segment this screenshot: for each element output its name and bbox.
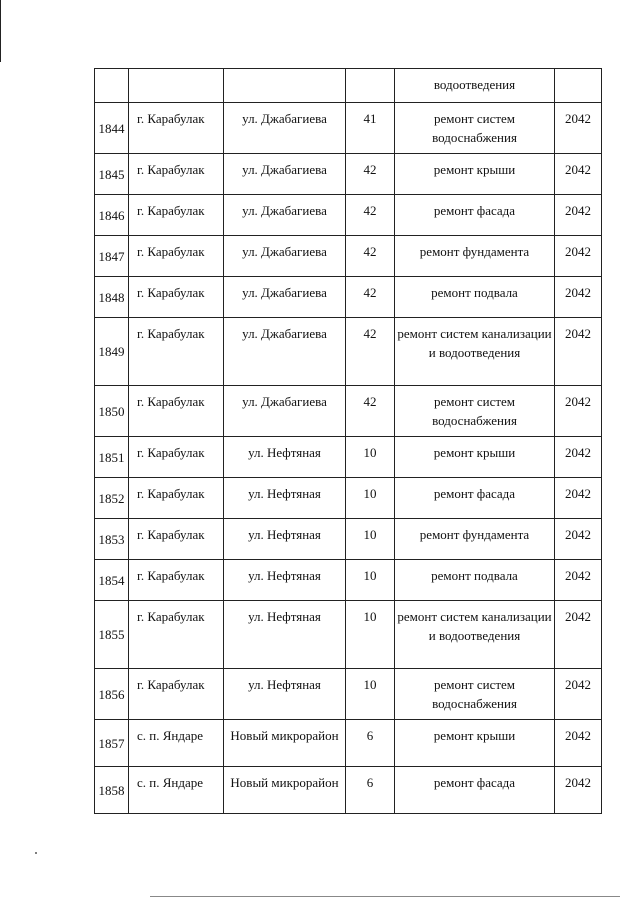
work-type-cell: ремонт крыши	[395, 720, 555, 767]
year-cell: 2042	[555, 437, 602, 478]
house-number-cell: 42	[346, 318, 395, 386]
house-number-cell: 42	[346, 277, 395, 318]
table-row	[95, 478, 602, 519]
row-number-cell: 1845	[95, 154, 129, 195]
street-cell: ул. Джабагиева	[224, 236, 346, 277]
year-cell: 2042	[555, 195, 602, 236]
row-number-cell: 1849	[95, 318, 129, 386]
table-row	[95, 318, 602, 386]
work-type-cell: ремонт подвала	[395, 560, 555, 601]
year-cell	[555, 69, 602, 103]
row-number-cell: 1852	[95, 478, 129, 519]
settlement-cell: г. Карабулак	[129, 386, 224, 437]
work-type-cell: ремонт фундамента	[395, 236, 555, 277]
house-number-cell: 10	[346, 478, 395, 519]
work-type-cell: ремонт подвала	[395, 277, 555, 318]
house-number-cell: 6	[346, 767, 395, 814]
scan-edge-mark	[0, 0, 1, 62]
work-type-cell: ремонт систем канализации и водоотведения	[395, 318, 555, 386]
settlement-cell: г. Карабулак	[129, 437, 224, 478]
year-cell: 2042	[555, 236, 602, 277]
year-cell: 2042	[555, 277, 602, 318]
table-row	[95, 236, 602, 277]
year-cell: 2042	[555, 318, 602, 386]
street-cell: ул. Нефтяная	[224, 601, 346, 669]
table-row	[95, 195, 602, 236]
table-row	[95, 103, 602, 154]
row-number-cell: 1844	[95, 103, 129, 154]
settlement-cell: г. Карабулак	[129, 236, 224, 277]
street-cell: ул. Нефтяная	[224, 519, 346, 560]
settlement-cell: г. Карабулак	[129, 669, 224, 720]
table-row	[95, 437, 602, 478]
settlement-cell: г. Карабулак	[129, 601, 224, 669]
work-type-cell: ремонт систем водоснабжения	[395, 386, 555, 437]
settlement-cell: г. Карабулак	[129, 560, 224, 601]
work-type-cell: ремонт фасада	[395, 478, 555, 519]
street-cell: ул. Джабагиева	[224, 103, 346, 154]
settlement-cell: г. Карабулак	[129, 154, 224, 195]
table-row	[95, 767, 602, 814]
work-type-cell: ремонт фундамента	[395, 519, 555, 560]
street-cell: Новый микрорайон	[224, 767, 346, 814]
street-cell: ул. Джабагиева	[224, 195, 346, 236]
house-number-cell: 10	[346, 601, 395, 669]
registry-table	[94, 68, 602, 814]
row-number-cell: 1851	[95, 437, 129, 478]
row-number-cell: 1857	[95, 720, 129, 767]
registry-table-body	[95, 69, 602, 814]
street-cell: ул. Джабагиева	[224, 386, 346, 437]
year-cell: 2042	[555, 519, 602, 560]
house-number-cell: 41	[346, 103, 395, 154]
row-number-cell: 1855	[95, 601, 129, 669]
work-type-cell: водоотведения	[395, 69, 555, 103]
year-cell: 2042	[555, 103, 602, 154]
work-type-cell: ремонт фасада	[395, 767, 555, 814]
house-number-cell: 10	[346, 519, 395, 560]
work-type-cell: ремонт фасада	[395, 195, 555, 236]
street-cell: ул. Нефтяная	[224, 437, 346, 478]
year-cell: 2042	[555, 669, 602, 720]
settlement-cell: с. п. Яндаре	[129, 767, 224, 814]
street-cell: ул. Джабагиева	[224, 318, 346, 386]
row-number-cell: 1850	[95, 386, 129, 437]
scan-speck	[35, 852, 37, 854]
row-number-cell	[95, 69, 129, 103]
year-cell: 2042	[555, 601, 602, 669]
house-number-cell: 42	[346, 236, 395, 277]
street-cell	[224, 69, 346, 103]
row-number-cell: 1853	[95, 519, 129, 560]
settlement-cell: г. Карабулак	[129, 519, 224, 560]
house-number-cell: 42	[346, 195, 395, 236]
table-row	[95, 386, 602, 437]
year-cell: 2042	[555, 767, 602, 814]
settlement-cell: с. п. Яндаре	[129, 720, 224, 767]
table-row	[95, 519, 602, 560]
work-type-cell: ремонт систем канализации и водоотведения	[395, 601, 555, 669]
street-cell: ул. Джабагиева	[224, 277, 346, 318]
house-number-cell: 10	[346, 437, 395, 478]
row-number-cell: 1854	[95, 560, 129, 601]
row-number-cell: 1846	[95, 195, 129, 236]
row-number-cell: 1847	[95, 236, 129, 277]
settlement-cell: г. Карабулак	[129, 478, 224, 519]
row-number-cell: 1856	[95, 669, 129, 720]
street-cell: ул. Нефтяная	[224, 669, 346, 720]
settlement-cell	[129, 69, 224, 103]
settlement-cell: г. Карабулак	[129, 103, 224, 154]
work-type-cell: ремонт систем водоснабжения	[395, 103, 555, 154]
house-number-cell: 6	[346, 720, 395, 767]
house-number-cell: 10	[346, 669, 395, 720]
table-row	[95, 669, 602, 720]
table-row	[95, 277, 602, 318]
house-number-cell: 10	[346, 560, 395, 601]
settlement-cell: г. Карабулак	[129, 318, 224, 386]
table-row	[95, 154, 602, 195]
year-cell: 2042	[555, 154, 602, 195]
table-row	[95, 601, 602, 669]
table-row	[95, 560, 602, 601]
table-row	[95, 720, 602, 767]
year-cell: 2042	[555, 720, 602, 767]
scan-edge-line	[150, 896, 620, 897]
settlement-cell: г. Карабулак	[129, 195, 224, 236]
year-cell: 2042	[555, 386, 602, 437]
work-type-cell: ремонт систем водоснабжения	[395, 669, 555, 720]
house-number-cell: 42	[346, 386, 395, 437]
street-cell: ул. Нефтяная	[224, 478, 346, 519]
street-cell: ул. Джабагиева	[224, 154, 346, 195]
street-cell: ул. Нефтяная	[224, 560, 346, 601]
settlement-cell: г. Карабулак	[129, 277, 224, 318]
table-row	[95, 69, 602, 103]
year-cell: 2042	[555, 478, 602, 519]
work-type-cell: ремонт крыши	[395, 154, 555, 195]
row-number-cell: 1848	[95, 277, 129, 318]
work-type-cell: ремонт крыши	[395, 437, 555, 478]
year-cell: 2042	[555, 560, 602, 601]
house-number-cell: 42	[346, 154, 395, 195]
street-cell: Новый микрорайон	[224, 720, 346, 767]
house-number-cell	[346, 69, 395, 103]
row-number-cell: 1858	[95, 767, 129, 814]
